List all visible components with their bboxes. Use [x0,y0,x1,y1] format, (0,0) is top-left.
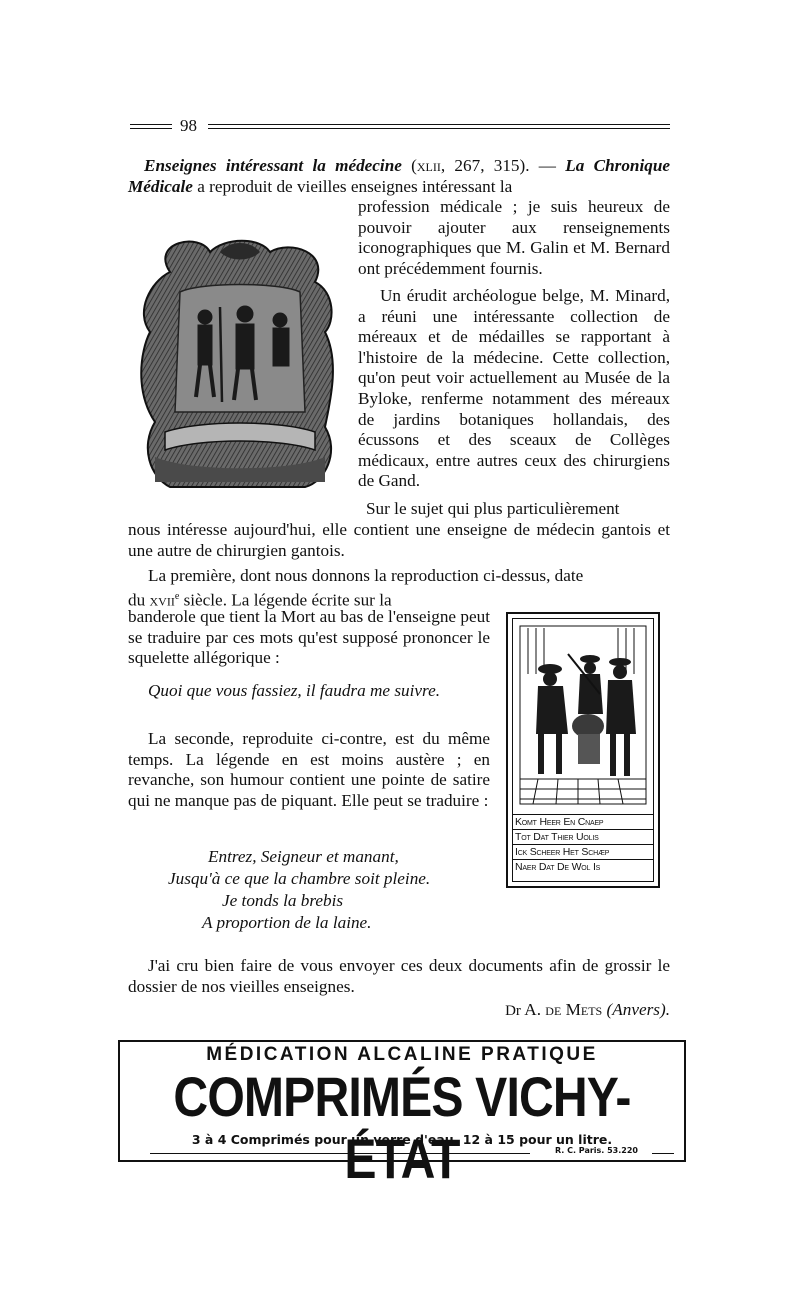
verse-line: Jusqu'à ce que la chambre soit pleine. [168,869,431,888]
article-intro-line [128,156,670,197]
ad-bottom-rule [120,1160,684,1162]
paragraph-6: J'ai cru bien faire de vous envoyer ces deux documents afin de grossir le dossier de nos vieilles enseignes. [128,956,670,996]
page-number: 98 [180,116,197,135]
signature-prefix: Dr [505,1003,521,1019]
legend-line: Komt Heer En Cnaep [512,814,654,829]
ad-dash-rule [150,1153,530,1154]
century-prefix: du [128,590,150,610]
verse-line: Entrez, Seigneur et manant, [208,847,399,866]
verse-translation [150,846,450,934]
paragraph-3-first-line: Sur le sujet qui plus particulièrement [366,499,620,518]
paragraph-1: profession médicale ; je suis heureux de pouvoir ajouter aux renseignements iconographiques que M. Galin et M. Bernard ont précédemment fournis. [358,197,670,278]
ad-top-rule [120,1040,684,1042]
skeleton-quote: Quoi que vous fassiez, il faudra me suivre. [148,681,441,700]
paragraph-4: banderole que tient la Mort au bas de l'enseigne peut se traduire par ces mots qu'est supposé prononcer le squelette allégorique : [128,607,490,668]
article-title: Enseignes intéressant la médecine [144,156,402,175]
signature-name: de Mets [545,1000,603,1019]
paragraph-3: nous intéresse aujourd'hui, elle contient une enseigne de médecin gantois et une autre de chirurgien gantois. [128,520,670,560]
signature-initial: A. [524,1000,541,1019]
engraving-surgeon-sign [506,612,660,888]
vichy-advertisement [118,1040,686,1190]
engraving-doctor-sign [130,232,345,502]
ad-registration: R. C. Paris. 53.220 [554,1146,638,1155]
intro-line-rest: a reproduit de vieilles enseignes intéressant la [192,176,513,196]
verse-line: A proportion de la laine. [202,913,372,932]
paragraph-2: Un érudit archéologue belge, M. Minard, a réuni une intéressante collection de méreaux et de médailles se rapportant à l'histoire de la médecine. Cette collection, qu'on peut voir actuellement au Musée de la Byloke, renferme notamment des méreaux de jardins botaniques hollandais, des écussons et des sceaux de Collèges médicaux, entre autres ceux des chirurgiens de Gand. [358,286,670,491]
paragraph-4-first-line [128,566,670,611]
ad-brand: COMPRIMÉS VICHY-ÉTAT [173,1065,631,1190]
header-rule-right [208,124,670,129]
century-numeral: xvii [149,590,175,610]
signature-city: (Anvers). [606,1000,670,1019]
paragraph-4-line-2: siècle. La légende écrite sur la [179,590,392,610]
engraving-doctor-sign-image [130,232,345,502]
ad-headline: MÉDICATION ALCALINE PRATIQUE [206,1044,598,1065]
paragraph-5: La seconde, reproduite ci-contre, est du même temps. La légende en est moins austère ; en revanche, son humour contient une pointe de satire qui ne manque pas de piquant. Elle peut se traduire : [128,729,490,810]
author-signature [505,1000,670,1020]
ad-dash-rule-right [652,1153,674,1154]
verse-line: Je tonds la brebis [222,891,344,910]
header-rule-left [130,124,172,129]
legend-line: Ick Scheer Het Schæp [512,844,654,859]
journal-name: La Chronique Médicale [128,156,671,196]
legend-line: Tot Dat Thier Uolis [512,829,654,844]
article-reference: (xlii, 267, 315). — [411,156,556,175]
legend-line: Naer Dat De Wol Is [512,859,654,874]
century-suffix: e [174,590,180,602]
engraving-legend [512,814,654,874]
ad-dosage: 3 à 4 Comprimés pour un verre d'eau, 12 à 15 pour un litre. [191,1132,613,1147]
paragraph-4-lead: La première, dont nous donnons la reproduction ci-dessus, date [148,566,584,585]
running-header [130,118,670,138]
engraving-surgeon-image [508,614,658,814]
